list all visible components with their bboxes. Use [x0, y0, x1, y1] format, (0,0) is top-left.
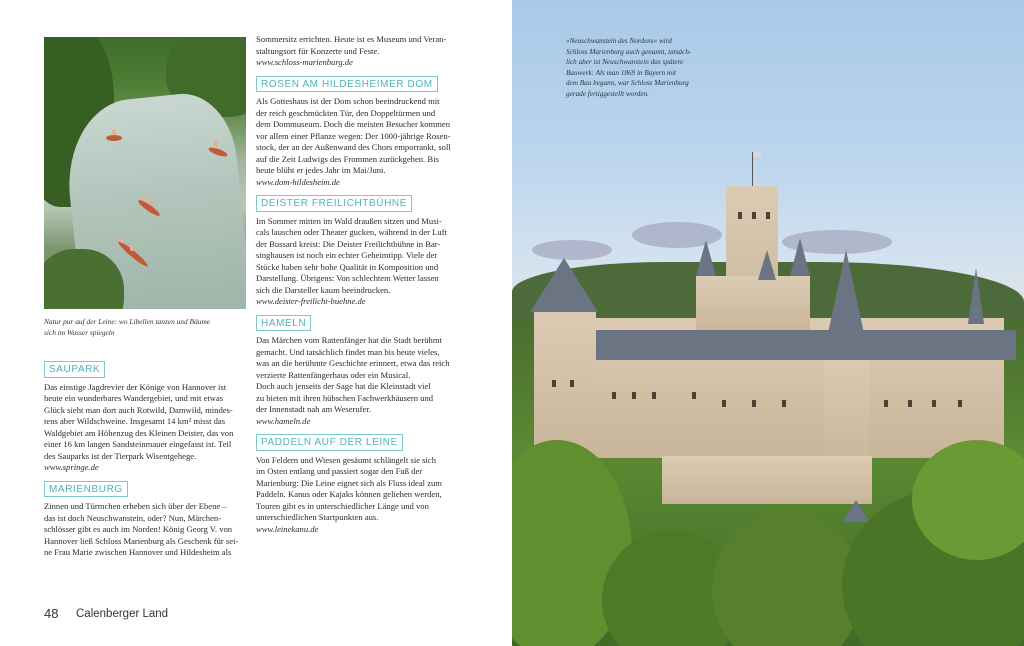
castle-right-tower [824, 350, 870, 470]
section-link[interactable]: www.springe.de [44, 462, 99, 472]
castle-terrace [662, 456, 872, 504]
section-paddeln-auf-der-leine [256, 434, 460, 535]
section-body: Im Sommer mitten im Wald draußen sitzen und Musi- cals lauschen oder Theater gucken, während in der Luft der Bussard kreist: Die Deister Freilichtbühne in Bar- singhausen ist noch ein echter Geheimtipp. Viele der Stücke haben sehr hohe Qualität in Komposition und Darstellung. Übrigens: Von schlechtem Wetter lassen sich die Darsteller kaum beeindrucken. [256, 215, 447, 295]
window [766, 212, 770, 219]
paddler [214, 141, 218, 147]
paddler [130, 245, 134, 251]
window [632, 392, 636, 399]
section-deister-freilichtbuehne [256, 195, 460, 308]
section-link[interactable]: www.hameln.de [256, 415, 311, 426]
section-marienburg-continued [256, 34, 460, 69]
canoe [106, 135, 122, 141]
section-body: Das Märchen vom Rattenfänger hat die Stadt berühmt gemacht. Und tatsächlich findet man bis heute vieles, was an die berühmte Geschichte erinnert, etwa das reich verzierte Rattenfängerhaus oder ein Musical. Doch auch jenseits der Sage hat die Kleinstadt viel zu bieten mit ihren hübschen Fachwerkhäusern und der Innenstadt nah am Weserufer. [256, 335, 450, 414]
section-marienburg [44, 481, 248, 559]
cloud [532, 240, 612, 260]
window [782, 400, 786, 407]
column-1 [44, 361, 248, 559]
section-hameln [256, 315, 460, 428]
paddler [150, 199, 154, 205]
window [722, 400, 726, 407]
section-link[interactable]: www.deister-freilicht-buehne.de [256, 296, 366, 306]
gate-spire [842, 500, 870, 522]
section-rosen-am-hildesheimer-dom [256, 76, 460, 189]
castle-caption: »Neuschwanstein des Nordens« wird Schloss Marienburg auch genannt, tatsäch- lich aber ist Neuschwanstein das spätere Bauwerk: Als man 1869 in Bayern mit dem Bau begann, war Schloss Marienburg gerade fertiggestellt worden. [566, 37, 692, 98]
section-heading: ROSEN AM HILDESHEIMER DOM [256, 76, 438, 93]
castle-upper-block [696, 276, 810, 332]
running-footer: Calenberger Land [76, 608, 169, 620]
window [570, 380, 574, 387]
turret-spire [696, 240, 716, 276]
photo-caption: Natur pur auf der Leine: wo Libellen tanzen und Bäume sich im Wasser spiegeln [44, 317, 211, 337]
window [884, 400, 888, 407]
window [932, 400, 936, 407]
section-heading: HAMELN [256, 315, 311, 332]
river-photo [44, 37, 246, 309]
window [908, 400, 912, 407]
section-body: Als Gotteshaus ist der Dom schon beeindruckend mit der reich geschmückten Tür, den Doppeltürmen und dem Dommuseum. Doch die meisten Besucher kommen vor allem einer Pflanze wegen: Der 1000-jährige Rosen- stock, der an der Außenwand des Chors emporrankt, soll auf die Zeit Ludwigs des Frommen zurückgehen. Bis heute blüht er jedes Jahr im Mai/Juni. [256, 96, 451, 175]
turret-spire [758, 250, 776, 280]
window [652, 392, 656, 399]
window [552, 380, 556, 387]
section-body: Zinnen und Türmchen erheben sich über der Ebene – das ist doch Neuschwanstein, oder? Nun, Märchen- schlösser gibt es auch im Norden! König Georg V. von Hannover ließ Schloss Marienburg als Geschenk für sei- ne Frau Marie zwischen Hannover und Hildesheim als [44, 501, 239, 557]
section-saupark [44, 361, 248, 474]
castle-left-tower [534, 310, 596, 460]
section-heading: MARIENBURG [44, 481, 128, 498]
window [738, 212, 742, 219]
window [612, 392, 616, 399]
flag-pole [752, 152, 753, 186]
window [752, 400, 756, 407]
paddler [112, 129, 116, 135]
column-2 [256, 34, 460, 535]
section-link[interactable]: www.dom-hildesheim.de [256, 176, 340, 187]
paddler [120, 237, 124, 243]
left-spire [530, 258, 598, 312]
section-heading: SAUPARK [44, 361, 105, 378]
window [692, 392, 696, 399]
section-heading: PADDELN AUF DER LEINE [256, 434, 403, 451]
section-heading: DEISTER FREILICHTBÜHNE [256, 195, 412, 212]
castle-photo [512, 0, 1024, 646]
paddler [142, 195, 146, 201]
section-body: Von Feldern und Wiesen gesäumt schlängelt sie sich im Osten entlang und passiert sogar den Fuß der Marienburg: Die Leine eignet sich als Fluss ideal zum Paddeln. Kanus oder Kajaks können geliehen werden, Touren gibt es in unterschiedlicher Länge und von unterschiedlichen Startpunkten aus. [256, 454, 442, 522]
section-body: Das einstige Jagdrevier der Könige von Hannover ist heute ein wunderbares Wandergebiet, und mit etwas Glück sieht man dort auch Rotwild, Damwild, mindes- tens aber Wildschweine. Insgesamt 14 km² misst das Waldgebiet am Höhenzug des Kleinen Deister, das von einer 16 km langen Sandsteinmauer eingefasst ist. Teil des Sauparks ist der Tierpark Wisentgehege. [44, 381, 234, 461]
turret-spire [790, 238, 810, 276]
section-link[interactable]: www.leinekanu.de [256, 523, 319, 534]
page-number: 48 [44, 606, 59, 621]
right-spire [824, 250, 868, 352]
section-body: Sommersitz errichten. Heute ist es Museum und Veran- staltungsort für Konzerte und Feste. [256, 34, 447, 56]
castle-roof [596, 330, 1016, 360]
flag [753, 152, 761, 157]
turret-spire [968, 268, 984, 324]
window [752, 212, 756, 219]
window [958, 400, 962, 407]
section-link[interactable]: www.schloss-marienburg.de [256, 57, 353, 67]
